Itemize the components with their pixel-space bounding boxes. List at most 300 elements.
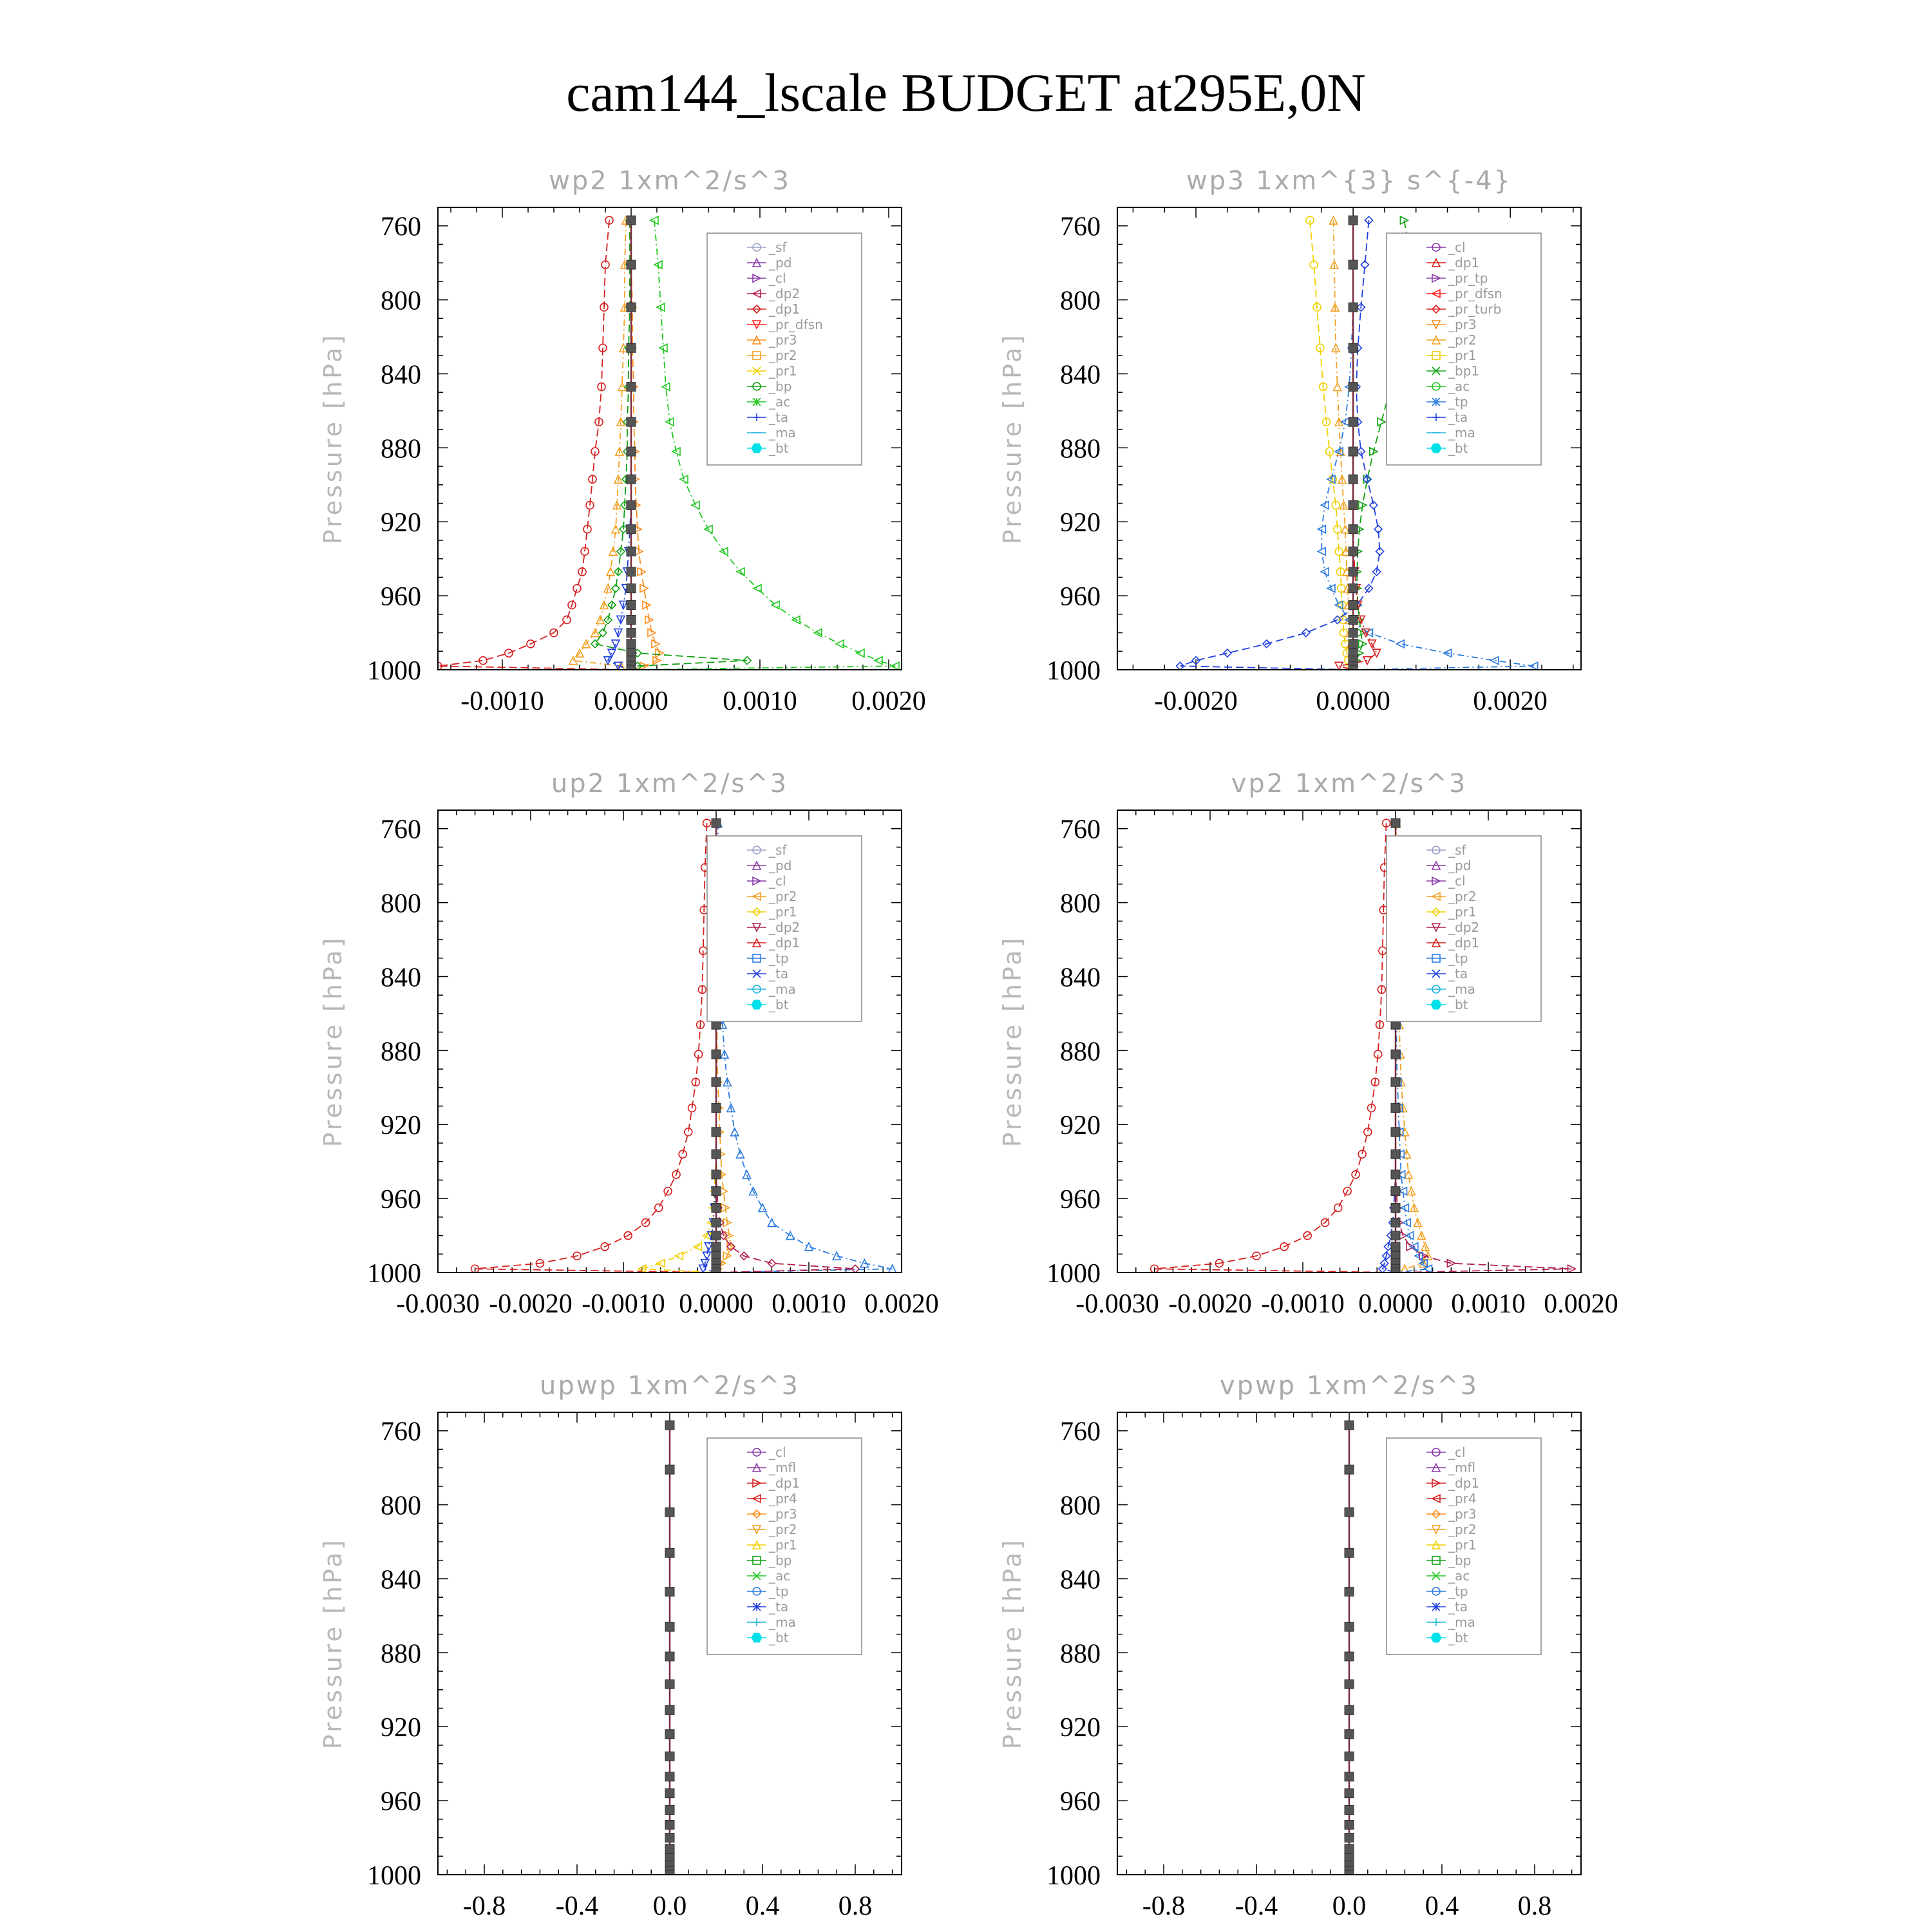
data-point (759, 1204, 766, 1211)
series-line (642, 823, 716, 1273)
data-point (627, 303, 636, 312)
y-tick-label: 1000 (367, 1861, 421, 1891)
y-tick-label: 840 (1060, 360, 1101, 390)
data-point (665, 1805, 674, 1814)
y-tick-label: 960 (381, 1787, 421, 1817)
data-point (1391, 1103, 1400, 1112)
data-point (1391, 1242, 1400, 1251)
legend-label: _cl (1448, 240, 1466, 255)
data-point (1391, 1077, 1400, 1086)
legend-label: _mfl (769, 1460, 797, 1475)
y-tick-label: 880 (381, 434, 421, 464)
y-tick-label: 1000 (367, 1259, 421, 1289)
x-tick-label: 0.0020 (1473, 687, 1548, 716)
y-tick-label: 1000 (1046, 1259, 1101, 1289)
data-point (712, 1231, 721, 1240)
legend (1387, 836, 1541, 1021)
data-point (627, 475, 636, 484)
panel-title: vpwp 1xm^2/s^3 (1219, 1371, 1479, 1401)
data-point (1391, 819, 1400, 828)
data-point (627, 629, 636, 638)
y-tick-label: 880 (381, 1037, 421, 1067)
data-point (1349, 475, 1358, 484)
y-axis-label: Pressure [hPa] (319, 332, 347, 545)
x-tick-label: 0.8 (838, 1891, 873, 1921)
x-tick-label: -0.0020 (489, 1289, 573, 1319)
legend-label: _pr2 (769, 1522, 797, 1537)
legend-label: _ma (1448, 1615, 1475, 1630)
data-point (1349, 447, 1358, 456)
y-tick-label: 840 (1060, 1565, 1101, 1595)
legend-label: _pr_dfsn (1448, 286, 1502, 301)
legend-label: _ta (769, 966, 789, 981)
data-point (1345, 1844, 1354, 1853)
data-point (627, 383, 636, 392)
panel-title: up2 1xm^2/s^3 (551, 769, 789, 799)
legend-label: _dp1 (1448, 1475, 1480, 1491)
legend-label: _dp2 (769, 920, 800, 935)
legend-label: _ma (769, 981, 796, 997)
data-point (712, 1103, 721, 1112)
series-dp1 (471, 819, 720, 1276)
y-tick-label: 1000 (1046, 1861, 1101, 1891)
legend-label: _ac (1448, 1568, 1470, 1584)
data-point (1345, 1833, 1354, 1842)
legend-label: _tp (769, 1584, 789, 1599)
legend-label: _ac (769, 1568, 791, 1584)
y-tick-label: 960 (381, 582, 421, 612)
chart-panel-2 (998, 166, 1581, 716)
legend-label: _ac (769, 394, 791, 410)
x-tick-label: 0.4 (1425, 1891, 1459, 1921)
chart-panel-1 (319, 166, 926, 716)
data-point (665, 1752, 674, 1761)
data-point (1349, 584, 1358, 593)
legend-label: _cl (1448, 1444, 1466, 1460)
data-point (768, 1218, 775, 1226)
legend-label: _dp1 (1448, 935, 1480, 951)
data-point (1391, 1203, 1400, 1212)
data-point (1391, 1218, 1400, 1227)
x-tick-label: -0.0030 (1075, 1289, 1159, 1319)
data-point (1345, 1805, 1354, 1814)
data-point (1349, 547, 1358, 556)
data-point (1349, 417, 1358, 426)
legend-label: _ta (769, 1599, 789, 1615)
data-point (627, 260, 636, 269)
legend-label: _dp1 (769, 301, 800, 317)
x-tick-label: -0.0020 (1168, 1289, 1252, 1319)
data-point (836, 640, 844, 648)
legend-label: _pr2 (1448, 1522, 1477, 1537)
x-tick-label: 0.0 (1332, 1891, 1367, 1921)
legend-marker (1431, 1000, 1441, 1009)
data-point (1349, 639, 1358, 649)
x-tick-label: 0.0020 (851, 687, 926, 716)
legend-label: _tp (1448, 951, 1468, 966)
data-point (736, 1150, 744, 1158)
data-point (627, 216, 636, 225)
data-point (1349, 525, 1358, 534)
legend-label: _pr_dfsn (769, 317, 823, 332)
data-point (1345, 1752, 1354, 1761)
data-point (712, 1150, 721, 1159)
x-tick-label: -0.0010 (460, 687, 544, 716)
data-point (665, 1587, 674, 1596)
data-point (1391, 1170, 1400, 1179)
data-point (1349, 216, 1358, 225)
x-tick-label: 0.0000 (679, 1289, 753, 1319)
x-tick-label: -0.0020 (1154, 687, 1238, 716)
series-line (1310, 220, 1353, 670)
y-tick-label: 840 (381, 360, 421, 390)
data-point (1349, 260, 1358, 269)
data-point (1224, 649, 1231, 657)
legend-label: _pr1 (769, 363, 797, 379)
legend-label: _pr3 (769, 1506, 797, 1522)
chart-panel-6 (998, 1371, 1581, 1921)
data-point (627, 567, 636, 576)
legend (707, 1438, 862, 1654)
data-point (1345, 1587, 1354, 1596)
data-point (665, 1789, 674, 1798)
data-point (1349, 303, 1358, 312)
y-tick-label: 840 (381, 1565, 421, 1595)
data-point (665, 1465, 674, 1474)
series-line (1155, 823, 1396, 1273)
legend-label: _bp1 (1448, 363, 1480, 379)
y-tick-label: 960 (1060, 582, 1101, 612)
x-tick-label: 0.0000 (1358, 1289, 1433, 1319)
data-point (612, 640, 620, 648)
legend-label: _cl (769, 270, 786, 286)
data-point (627, 417, 636, 426)
data-point (1378, 418, 1385, 426)
legend-label: _dp1 (769, 1475, 800, 1491)
data-point (1349, 343, 1358, 352)
data-point (1349, 629, 1358, 638)
legend-label: _sf (1448, 842, 1466, 858)
legend-label: _pr_turb (1448, 301, 1502, 317)
data-point (1345, 1508, 1354, 1517)
x-tick-label: 0.0020 (1544, 1289, 1618, 1319)
y-tick-label: 920 (381, 1713, 421, 1743)
legend-label: _bt (1448, 1630, 1468, 1645)
legend-marker (1432, 398, 1440, 406)
data-point (712, 1050, 721, 1059)
data-point (627, 547, 636, 556)
legend-marker (752, 1000, 762, 1009)
y-tick-label: 920 (381, 508, 421, 538)
data-point (675, 1252, 683, 1260)
x-tick-label: -0.4 (1235, 1891, 1278, 1921)
legend-label: _pd (769, 255, 792, 270)
data-point (627, 615, 636, 624)
data-point (627, 600, 636, 609)
x-tick-label: 0.0 (652, 1891, 687, 1921)
data-point (1349, 600, 1358, 609)
data-point (665, 1548, 674, 1557)
data-point (665, 1508, 674, 1517)
x-tick-label: -0.4 (555, 1891, 599, 1921)
data-point (1334, 1204, 1342, 1211)
legend-marker (752, 1633, 762, 1642)
series-bt (1345, 1421, 1354, 1879)
y-tick-label: 920 (381, 1111, 421, 1141)
y-tick-label: 760 (1060, 815, 1101, 845)
chart-panel-4 (998, 769, 1618, 1319)
y-tick-label: 880 (1060, 1639, 1101, 1669)
data-point (712, 1203, 721, 1212)
data-point (1302, 629, 1310, 637)
series-line (438, 220, 631, 670)
y-tick-label: 1000 (367, 656, 421, 686)
legend-label: _bt (1448, 997, 1468, 1012)
data-point (665, 1833, 674, 1842)
x-tick-label: 0.8 (1517, 1891, 1552, 1921)
legend-label: _dp1 (769, 935, 800, 951)
y-tick-label: 840 (381, 963, 421, 993)
legend-label: _dp2 (769, 286, 800, 301)
data-point (573, 585, 581, 592)
data-point (1345, 1820, 1354, 1829)
legend-label: _pd (1448, 858, 1472, 873)
legend-label: _pr2 (1448, 332, 1477, 348)
data-point (1391, 1050, 1400, 1059)
data-point (712, 1077, 721, 1086)
data-point (662, 383, 670, 391)
y-tick-label: 800 (381, 286, 421, 316)
y-tick-label: 960 (1060, 1185, 1101, 1215)
x-tick-label: 0.0010 (1451, 1289, 1526, 1319)
data-point (712, 819, 721, 828)
chart-panel-5 (319, 1371, 902, 1921)
panel-title: wp2 1xm^2/s^3 (549, 166, 791, 196)
data-point (712, 1170, 721, 1179)
legend-label: _pr_tp (1448, 270, 1488, 286)
legend-label: _ma (1448, 981, 1475, 997)
y-tick-label: 960 (381, 1185, 421, 1215)
data-point (627, 639, 636, 649)
data-point (627, 343, 636, 352)
legend-label: _pr4 (1448, 1491, 1477, 1506)
legend-label: _cl (1448, 873, 1466, 889)
legend-label: _bt (769, 440, 789, 456)
x-tick-label: -0.0030 (396, 1289, 480, 1319)
legend-label: _ta (1448, 1599, 1468, 1615)
legend-marker (753, 398, 761, 406)
x-tick-label: 0.0020 (864, 1289, 939, 1319)
data-point (665, 1705, 674, 1714)
series-bt (1349, 216, 1358, 674)
y-axis-label: Pressure [hPa] (998, 935, 1027, 1148)
data-point (1345, 1465, 1354, 1474)
series-bt (665, 1421, 674, 1879)
x-tick-label: 0.0010 (723, 687, 797, 716)
legend-label: _bt (769, 1630, 789, 1645)
data-point (805, 1243, 813, 1251)
data-point (599, 629, 607, 637)
data-point (712, 1218, 721, 1227)
legend-label: _ta (1448, 966, 1468, 981)
legend-label: _dp1 (1448, 255, 1480, 270)
data-point (712, 1187, 721, 1196)
y-tick-label: 800 (381, 889, 421, 919)
y-axis-label: Pressure [hPa] (998, 332, 1027, 545)
data-point (627, 447, 636, 456)
data-point (627, 500, 636, 509)
data-point (655, 1204, 663, 1211)
legend (707, 836, 862, 1021)
legend-label: _tp (1448, 394, 1468, 410)
x-tick-label: 0.0000 (594, 687, 668, 716)
legend-label: _bp (769, 1553, 792, 1568)
legend-label: _ac (1448, 379, 1470, 394)
data-point (563, 616, 571, 623)
series-line (475, 823, 716, 1273)
data-point (1345, 1680, 1354, 1689)
data-point (1345, 1730, 1354, 1739)
y-tick-label: 920 (1060, 1713, 1101, 1743)
legend-marker (752, 444, 762, 453)
plot-area (665, 1421, 674, 1879)
data-point (712, 1242, 721, 1251)
data-point (743, 1171, 751, 1179)
data-point (569, 657, 577, 665)
legend-label: _pr2 (769, 889, 797, 904)
legend-label: _sf (769, 842, 787, 858)
x-tick-label: -0.8 (1142, 1891, 1186, 1921)
legend-label: _pd (769, 858, 792, 873)
legend (1387, 233, 1541, 465)
data-point (1391, 1128, 1400, 1137)
legend-label: _pr1 (1448, 1537, 1477, 1553)
data-point (1345, 1421, 1354, 1430)
data-point (1349, 615, 1358, 624)
legend-label: _ta (769, 410, 789, 425)
series-line (573, 220, 631, 670)
y-tick-label: 880 (381, 1639, 421, 1669)
legend-marker (1432, 1603, 1440, 1611)
data-point (1349, 500, 1358, 509)
y-axis-label: Pressure [hPa] (319, 935, 347, 1148)
data-point (627, 525, 636, 534)
legend-marker (1431, 444, 1441, 453)
legend-label: _pr1 (1448, 348, 1477, 363)
legend-label: _pr4 (769, 1491, 797, 1506)
y-tick-label: 760 (1060, 212, 1101, 242)
legend (707, 233, 862, 465)
data-point (1370, 501, 1378, 509)
y-tick-label: 800 (381, 1491, 421, 1521)
legend-label: _bp (1448, 1553, 1472, 1568)
y-tick-label: 920 (1060, 1111, 1101, 1141)
data-point (679, 1150, 687, 1158)
x-tick-label: 0.4 (745, 1891, 780, 1921)
legend-label: _ta (1448, 410, 1468, 425)
data-point (665, 1680, 674, 1689)
data-point (665, 1820, 674, 1829)
x-tick-label: 0.0010 (772, 1289, 846, 1319)
legend-marker (1431, 1633, 1441, 1642)
legend-label: _cl (769, 873, 786, 889)
y-tick-label: 800 (1060, 286, 1101, 316)
data-point (1358, 1150, 1366, 1158)
data-point (665, 1622, 674, 1631)
data-point (1391, 1231, 1400, 1240)
legend-label: _pr3 (1448, 317, 1477, 332)
data-point (1345, 1772, 1354, 1781)
legend-label: _ma (1448, 425, 1475, 440)
y-axis-label: Pressure [hPa] (319, 1537, 347, 1750)
x-tick-label: -0.0010 (582, 1289, 665, 1319)
data-point (1349, 383, 1358, 392)
legend-label: _cl (769, 1444, 786, 1460)
y-tick-label: 880 (1060, 1037, 1101, 1067)
y-tick-label: 800 (1060, 1491, 1101, 1521)
legend-label: _pr1 (769, 1537, 797, 1553)
legend-label: _mfl (1448, 1460, 1476, 1475)
series-dp1 (434, 216, 635, 674)
figure-title: cam144_lscale BUDGET at295E,0N (566, 63, 1366, 123)
data-point (652, 640, 659, 648)
panels (319, 166, 1618, 1921)
data-point (1345, 1652, 1354, 1661)
y-tick-label: 920 (1060, 508, 1101, 538)
y-tick-label: 760 (1060, 1417, 1101, 1447)
data-point (712, 1128, 721, 1137)
legend-label: _pr3 (769, 332, 797, 348)
x-tick-label: -0.0010 (1261, 1289, 1345, 1319)
y-tick-label: 1000 (1046, 656, 1101, 686)
data-point (665, 1421, 674, 1430)
data-point (665, 1652, 674, 1661)
legend-label: _pr1 (1448, 904, 1477, 920)
y-tick-label: 760 (381, 212, 421, 242)
data-point (665, 1730, 674, 1739)
panel-title: vp2 1xm^2/s^3 (1231, 769, 1468, 799)
data-point (731, 1128, 739, 1136)
legend-label: _tp (1448, 1584, 1468, 1599)
data-point (665, 1772, 674, 1781)
panel-title: upwp 1xm^2/s^3 (540, 1371, 800, 1401)
data-point (1345, 1548, 1354, 1557)
data-point (1391, 1150, 1400, 1159)
legend-label: _ma (769, 1615, 796, 1630)
legend-label: _sf (769, 240, 787, 255)
legend-label: _bp (769, 379, 792, 394)
data-point (875, 657, 882, 665)
plot-area (1345, 1421, 1354, 1879)
data-point (1349, 567, 1358, 576)
series-dp1 (1151, 819, 1399, 1276)
legend-label: _bt (769, 997, 789, 1012)
data-point (665, 1844, 674, 1853)
y-tick-label: 880 (1060, 434, 1101, 464)
legend-marker (753, 1603, 761, 1611)
panel-title: wp3 1xm^{3} s^{-4} (1186, 166, 1513, 196)
y-tick-label: 960 (1060, 1787, 1101, 1817)
chart-panel-3 (319, 769, 939, 1319)
data-point (1391, 1187, 1400, 1196)
y-tick-label: 800 (1060, 889, 1101, 919)
data-point (1345, 1622, 1354, 1631)
legend-label: _tp (769, 951, 789, 966)
data-point (627, 584, 636, 593)
legend-label: _pr3 (1448, 1506, 1477, 1522)
legend-label: _dp2 (1448, 920, 1480, 935)
legend-label: _ma (769, 425, 796, 440)
